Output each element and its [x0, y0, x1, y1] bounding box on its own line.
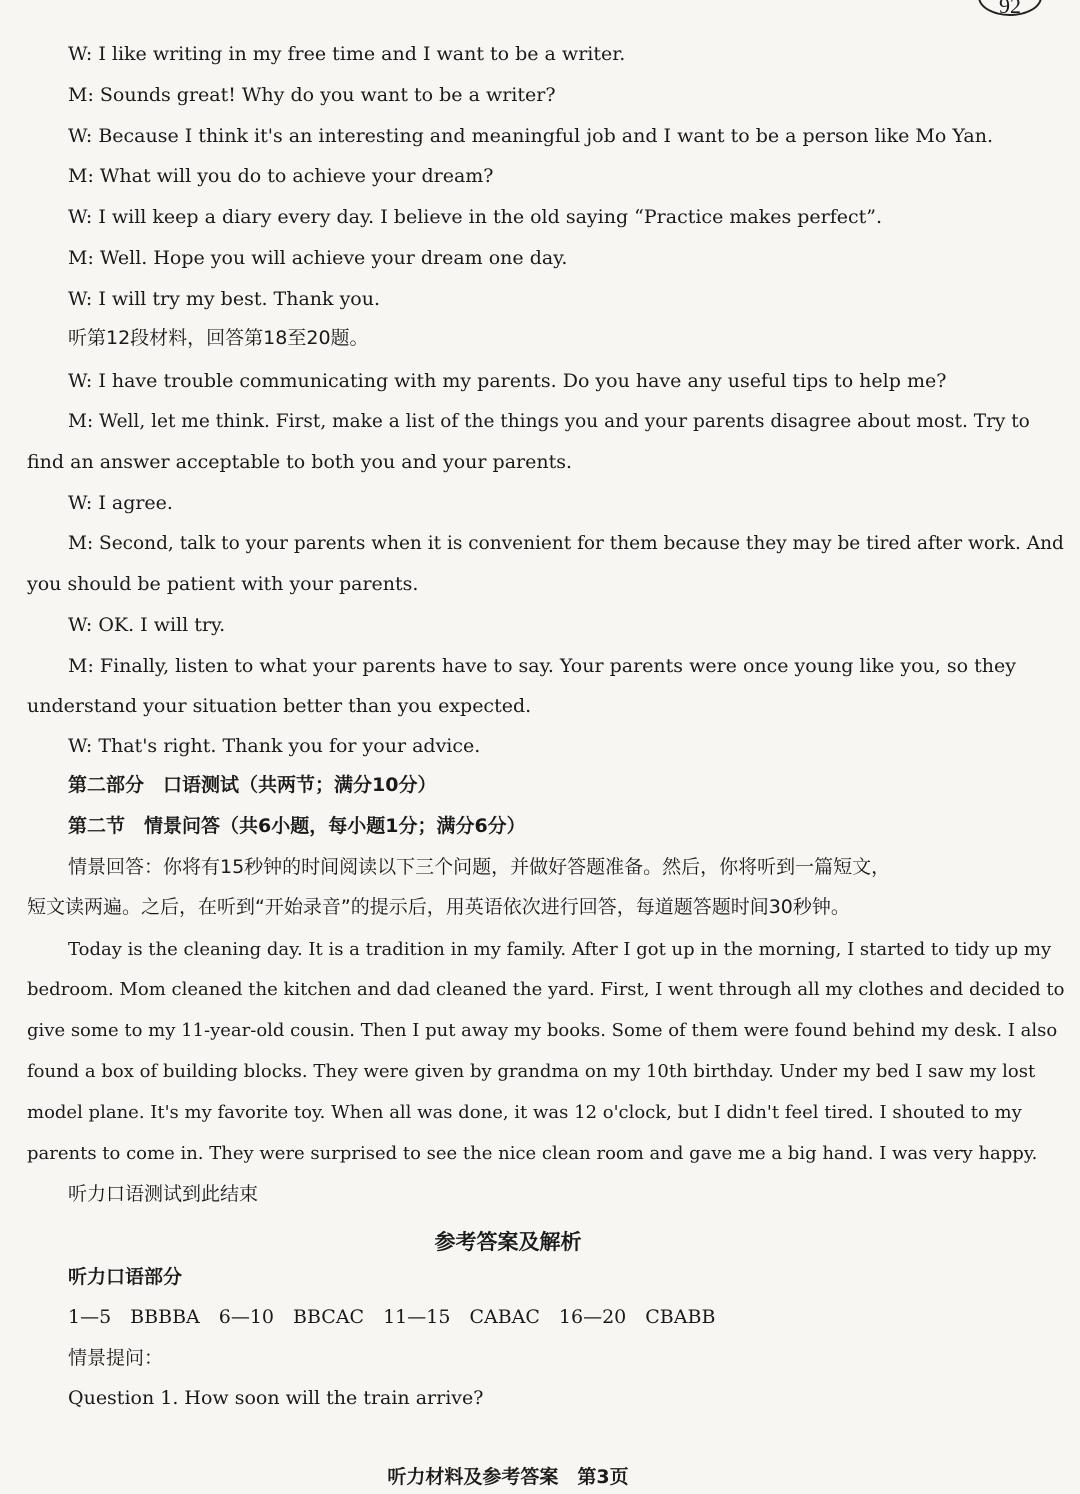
- dialogue-line: M: Finally, listen to what your parents have to say. Your parents were once young like you, so they: [68, 655, 1016, 677]
- page-number-corner: 92: [978, 0, 1042, 16]
- question-line: Question 1. How soon will the train arrive?: [68, 1387, 484, 1409]
- dialogue-line: W: I have trouble communicating with my parents. Do you have any useful tips to help me?: [68, 370, 947, 392]
- dialogue-line: W: I like writing in my free time and I want to be a writer.: [68, 43, 626, 65]
- dialogue-line: you should be patient with your parents.: [27, 573, 419, 595]
- part-title: 第二部分 口语测试（共两节；满分10分）: [68, 774, 437, 796]
- passage-line: Today is the cleaning day. It is a tradition in my family. After I got up in the morning, I started to tidy up my: [68, 939, 1052, 960]
- passage-line: bedroom. Mom cleaned the kitchen and dad cleaned the yard. First, I went through all my clothes and decided to: [27, 979, 1065, 1000]
- dialogue-line: M: Well. Hope you will achieve your dream one day.: [68, 247, 568, 269]
- passage-line: give some to my 11-year-old cousin. Then I put away my books. Some of them were found behind my desk. I also: [27, 1020, 1058, 1041]
- passage-line: parents to come in. They were surprised to see the nice clean room and gave me a big hand. I was very happy.: [27, 1143, 1038, 1164]
- section-title: 第二节 情景问答（共6小题，每小题1分；满分6分）: [68, 815, 526, 837]
- dialogue-line: M: Well, let me think. First, make a list of the things you and your parents disagree about most. Try to: [68, 411, 1030, 432]
- end-note: 听力口语测试到此结束: [68, 1183, 259, 1205]
- dialogue-line: W: I will keep a diary every day. I believe in the old saying “Practice makes perfect”.: [68, 206, 883, 228]
- dialogue-line: W: That's right. Thank you for your advice.: [68, 735, 481, 757]
- dialogue-line: W: Because I think it's an interesting and meaningful job and I want to be a person like Mo Yan.: [68, 125, 994, 147]
- situation-label: 情景提问：: [68, 1347, 164, 1369]
- section-intro: 听第12段材料，回答第18至20题。: [68, 327, 369, 349]
- dialogue-line: M: Second, talk to your parents when it is convenient for them because they may be tired after work. And: [68, 533, 1064, 554]
- page-footer: 听力材料及参考答案 第3页: [387, 1466, 629, 1488]
- dialogue-line: understand your situation better than you expected.: [27, 695, 532, 717]
- passage-line: model plane. It's my favorite toy. When all was done, it was 12 o'clock, but I didn't feel tired. I shouted to my: [27, 1102, 1022, 1123]
- dialogue-line: M: What will you do to achieve your dream?: [68, 165, 494, 187]
- dialogue-line: W: I will try my best. Thank you.: [68, 288, 381, 310]
- answer-keys: 1—5 BBBBA 6—10 BBCAC 11—15 CABAC 16—20 CBABB: [68, 1306, 716, 1328]
- passage-line: found a box of building blocks. They were given by grandma on my 10th birthday. Under my bed I saw my lost: [27, 1061, 1036, 1082]
- instruction-line: 情景回答：你将有15秒钟的时间阅读以下三个问题，并做好答题准备。然后，你将听到一篇短文，: [68, 856, 891, 878]
- dialogue-line: W: OK. I will try.: [68, 614, 226, 636]
- dialogue-line: M: Sounds great! Why do you want to be a writer?: [68, 84, 556, 106]
- instruction-line: 短文读两遍。之后，在听到“开始录音”的提示后，用英语依次进行回答，每道题答题时间30秒钟。: [27, 896, 850, 918]
- dialogue-line: find an answer acceptable to both you and your parents.: [27, 451, 573, 473]
- dialogue-line: W: I agree.: [68, 492, 173, 514]
- listening-label: 听力口语部分: [68, 1266, 183, 1288]
- answers-heading: 参考答案及解析: [434, 1230, 582, 1254]
